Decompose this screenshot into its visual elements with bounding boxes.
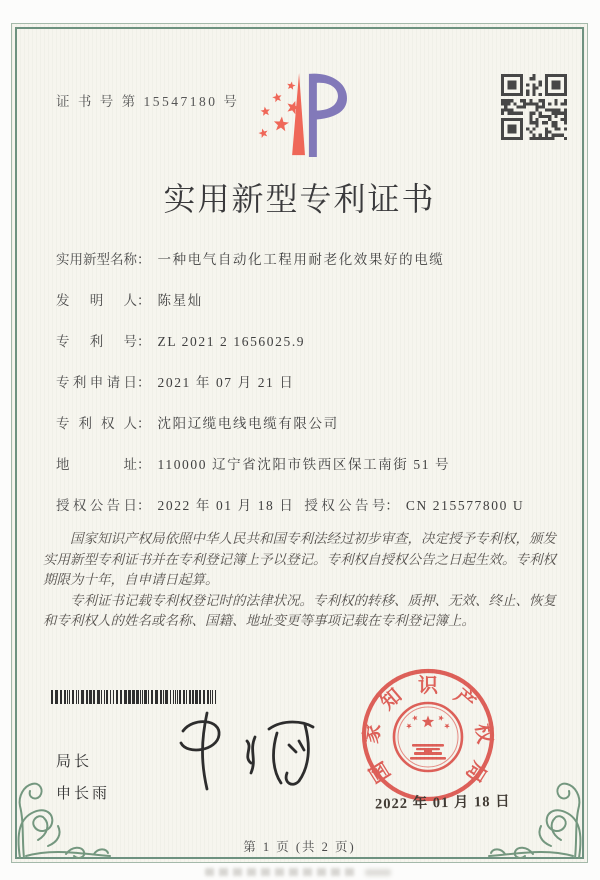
grant-date-field — [56, 499, 301, 513]
signoff-block — [56, 746, 110, 810]
svg-text:家: 家 — [360, 722, 386, 746]
svg-text:权: 权 — [470, 722, 496, 746]
field-colon: ： — [385, 498, 399, 513]
field-value: 沈阳辽缆电线电缆有限公司 — [157, 416, 339, 431]
handwritten-signature — [161, 701, 321, 801]
legal-paragraph-2: 专利证书记载专利权登记时的法律状况。专利权的转移、质押、无效、终止、恢复和专利权人的姓名或名称、国籍、地址变更等事项记载在专利登记簿上。 — [43, 592, 556, 628]
certificate-sheet — [11, 23, 588, 863]
cnipa-logo-icon — [252, 68, 354, 162]
field-value: 2021 年 07 月 21 日 — [157, 375, 295, 390]
field-value: 一种电气自动化工程用耐老化效果好的电缆 — [157, 252, 445, 267]
field-value: ZL 2021 2 1656025.9 — [157, 334, 306, 349]
qr-code — [501, 74, 567, 140]
field-label: 专利权人 — [56, 416, 137, 431]
bleed-through-marks — [205, 868, 355, 876]
field-list — [56, 253, 551, 540]
page-title: 实用新型专利证书 — [163, 181, 436, 217]
field-label: 实用新型名称 — [56, 252, 137, 267]
field-colon: ： — [137, 252, 151, 267]
field-label: 授权公告号 — [304, 498, 386, 513]
field-label: 授权公告日 — [56, 498, 137, 513]
national-emblem-icon — [394, 703, 462, 771]
bleed-through-marks — [365, 869, 391, 876]
svg-text:知: 知 — [376, 684, 407, 715]
field-value: 2022 年 01 月 18 日 — [157, 498, 295, 513]
commissioner-name: 申长雨 — [56, 785, 111, 802]
field-colon: ： — [137, 293, 151, 308]
field-row — [56, 458, 551, 472]
svg-text:识: 识 — [418, 675, 438, 697]
grant-number-field — [304, 498, 524, 513]
field-value: 陈星灿 — [157, 293, 203, 308]
field-row — [56, 417, 551, 431]
official-seal — [358, 665, 498, 805]
commissioner-title: 局长 — [56, 753, 93, 770]
field-colon: ： — [137, 457, 151, 472]
grant-row — [56, 499, 551, 513]
field-colon: ： — [137, 498, 151, 513]
svg-text:局: 局 — [460, 757, 491, 786]
certificate-number: 证 书 号 第 15547180 号 — [56, 94, 240, 109]
field-colon: ： — [137, 416, 151, 431]
svg-text:国: 国 — [365, 757, 396, 786]
field-row — [56, 294, 551, 308]
field-label: 专利号 — [56, 334, 137, 349]
seal-date: 2022 年 01 月 18 日 — [374, 793, 511, 813]
field-label: 专利申请日 — [56, 375, 137, 390]
legal-paragraph-1: 国家知识产权局依照中华人民共和国专利法经过初步审查，决定授予专利权，颁发实用新型专利证书并在专利登记簿上予以登记。专利权自授权公告之日起生效。专利权期限为十年，自申请日起算。 — [43, 531, 556, 587]
field-label: 地址 — [56, 457, 137, 472]
field-colon: ： — [137, 334, 151, 349]
legal-text — [43, 529, 556, 632]
page-footer: 第 1 页 (共 2 页) — [243, 840, 356, 854]
field-label: 发明人 — [56, 293, 137, 308]
field-value: CN 215577800 U — [405, 498, 525, 513]
field-row — [56, 376, 551, 390]
field-row — [56, 335, 551, 349]
field-value: 110000 辽宁省沈阳市铁西区保工南街 51 号 — [157, 457, 451, 472]
field-row — [56, 253, 551, 267]
field-colon: ： — [137, 375, 151, 390]
svg-text:产: 产 — [449, 684, 480, 715]
